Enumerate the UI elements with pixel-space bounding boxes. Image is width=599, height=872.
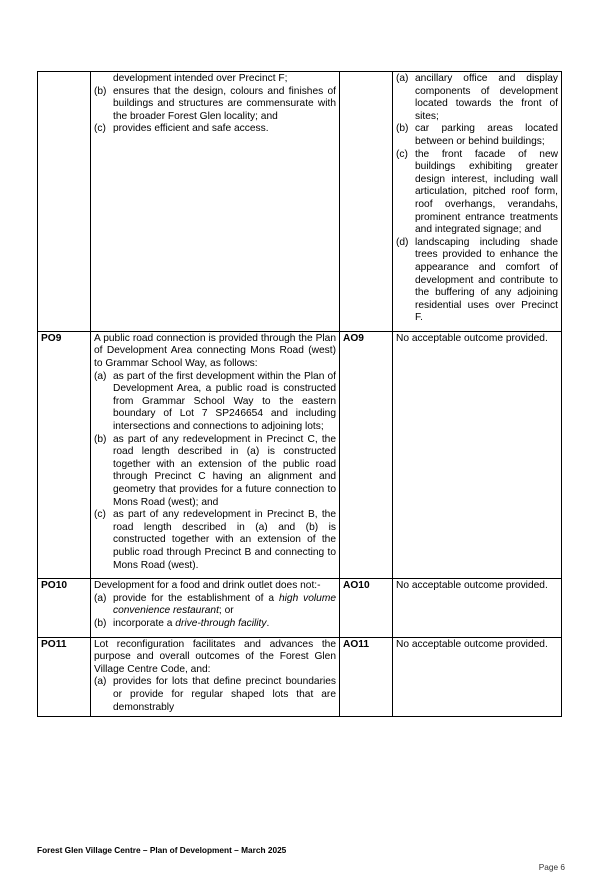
list-item <box>94 676 336 714</box>
list-marker: (a) <box>396 73 409 84</box>
defined-term: high volume convenience restaurant <box>113 592 337 617</box>
list-item <box>396 237 558 325</box>
list-marker <box>94 73 113 86</box>
po-intro: Development for a food and drink outlet does not:- <box>94 580 321 592</box>
list-item <box>94 73 336 86</box>
po-code-cell <box>38 72 91 332</box>
list-text: provides efficient and safe access. <box>113 123 269 135</box>
list-text: as part of any redevelopment in Precinct B, the road length described in (a) and (b) is constructed together with an extension of the public road through Precinct B and connecting to Mons Road (west). <box>113 509 336 571</box>
list-marker: (c) <box>396 148 408 160</box>
list-item <box>94 618 336 631</box>
list-text: development intended over Precinct F; <box>113 73 288 84</box>
list-text: ensures that the design, colours and finishes of buildings and structures are commensurate with the broader Forest Glen locality; and <box>113 85 336 122</box>
page-number: Page 6 <box>538 862 565 872</box>
ao-text: No acceptable outcome provided. <box>393 637 562 717</box>
po-intro: A public road connection is provided through the Plan of Development Area connecting Mons Road (west) to Grammar School Way, as follows: <box>94 332 336 370</box>
list-text: provides for lots that define precinct boundaries or provide for regular shaped lots that are demonstrably <box>113 676 336 713</box>
po-text-cell <box>91 637 340 717</box>
ao-code: AO10 <box>340 579 393 637</box>
list-text: the front facade of new buildings exhibiting greater design interest, including wall articulation, pitched roof form, roof overhangs, verandahs, prominent entrance treatments and integrated signage; and <box>415 148 558 236</box>
text-run: . <box>266 617 270 629</box>
list-text <box>113 593 336 618</box>
po-code: PO11 <box>38 637 91 717</box>
ao-code: AO9 <box>340 331 393 578</box>
po-code: PO9 <box>38 331 91 578</box>
list-marker: (b) <box>94 85 107 97</box>
list-marker: (b) <box>396 123 409 135</box>
table-row <box>38 579 562 637</box>
list-item <box>396 149 558 237</box>
po-intro: Lot reconfiguration facilitates and advances the purpose and overall outcomes of the Forest Glen Village Centre Code, and: <box>94 638 336 675</box>
list-text <box>113 618 336 631</box>
list-text: ancillary office and display components of development located towards the front of sites; <box>415 73 558 122</box>
text-run: incorporate a <box>113 617 176 629</box>
text-run: provide for the establishment of a <box>113 592 279 604</box>
list-text: car parking areas located between or behind buildings; <box>415 123 558 147</box>
list-item <box>94 434 336 510</box>
list-marker: (a) <box>94 370 107 382</box>
po-text-cell <box>91 331 340 578</box>
list-marker: (c) <box>94 509 106 521</box>
table-row <box>38 331 562 578</box>
po-code: PO10 <box>38 579 91 637</box>
list-marker: (b) <box>94 433 107 445</box>
list-item <box>94 509 336 572</box>
list-item <box>94 371 336 434</box>
po-text-cell <box>91 72 340 332</box>
list-item <box>94 593 336 618</box>
po-text-cell <box>91 579 340 637</box>
ao-text-cell <box>393 72 562 332</box>
list-item <box>94 123 336 136</box>
table-row <box>38 72 562 332</box>
text-run: ; or <box>218 605 234 617</box>
page-footer: Forest Glen Village Centre – Plan of Development – March 2025 <box>37 845 287 855</box>
performance-outcomes-table <box>37 71 562 717</box>
list-item <box>396 73 558 123</box>
list-marker: (a) <box>94 592 107 604</box>
list-item <box>396 123 558 148</box>
list-item <box>94 86 336 124</box>
list-marker: (c) <box>94 123 106 135</box>
ao-text: No acceptable outcome provided. <box>393 331 562 578</box>
list-text: landscaping including shade trees provided to enhance the appearance and comfort of development and contribute to the buffering of any adjoining residential uses over Precinct F. <box>415 236 558 324</box>
ao-text: No acceptable outcome provided. <box>393 579 562 637</box>
ao-code-cell <box>340 72 393 332</box>
list-marker: (a) <box>94 676 107 688</box>
list-marker: (d) <box>396 236 409 248</box>
ao-code: AO11 <box>340 637 393 717</box>
table-row <box>38 637 562 717</box>
defined-term: drive-through facility <box>175 617 267 629</box>
list-text: as part of any redevelopment in Precinct C, the road length described in (a) is constructed together with an extension of the public road through Precinct C having an alignment and geometry that provides for a future connection to Mons Road (west); and <box>113 433 336 508</box>
list-marker: (b) <box>94 617 107 629</box>
list-text: as part of the first development within the Plan of Development Area, a public road is constructed from Grammar School Way to the eastern boundary of Lot 7 SP246654 and including intersections and connections to adjoining lots; <box>113 370 336 433</box>
